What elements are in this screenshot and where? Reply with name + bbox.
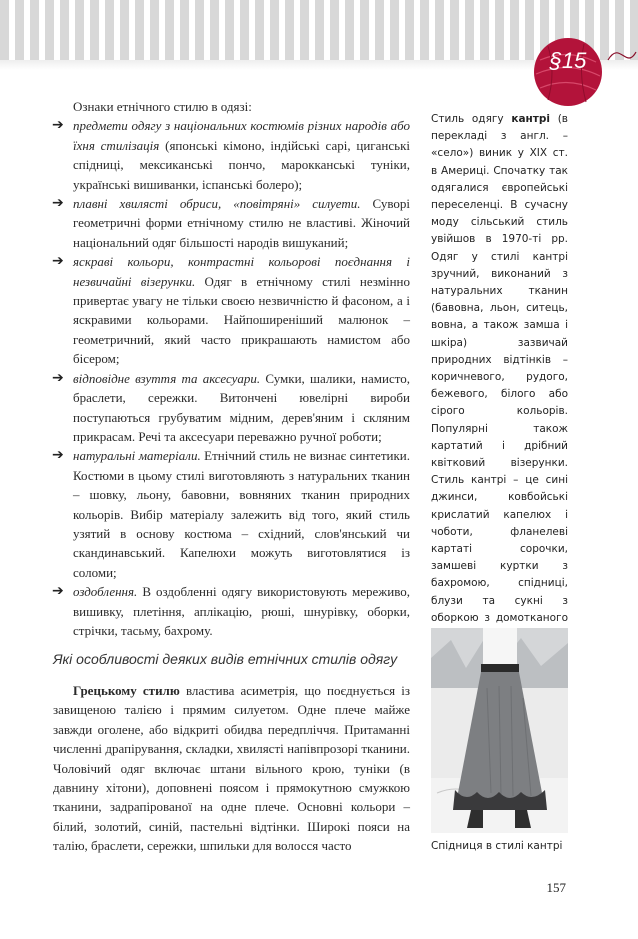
list-item-emphasis: натуральні матеріали. <box>73 448 201 464</box>
photo-illustration <box>431 628 568 833</box>
list-item <box>53 369 410 447</box>
arrow-right-icon: ➔ <box>52 195 64 212</box>
list-item-text: Етнічний стиль не визнає синтетики. Костюми в цьому стилі виготовляють з натуральних тканин – шовку, льону, бавовни, вовняних тканин природних кольорів. Вибір матеріалу залежить від того, який стиль узятий в основу костюма – східний, слов'янський чи скандинавський. Капелюхи можуть виготовлятися із соломи; <box>73 448 410 580</box>
country-skirt-photo <box>431 628 568 833</box>
list-item-emphasis: предмети одягу з національних костюмів різних народів або їхня стилізація <box>73 118 410 153</box>
list-item-emphasis: плавні хвилясті обриси, «повітряні» силуети. <box>73 196 361 212</box>
sidebar-note <box>431 111 568 696</box>
body-paragraph <box>53 681 410 856</box>
section-badge: §15 <box>549 48 587 73</box>
sidebar-term: кантрі <box>511 113 550 125</box>
list-item-emphasis: яскраві кольори, контрастні кольорові поєднання і незвичайні візерунки. <box>73 254 410 289</box>
intro-line: Ознаки етнічного стилю в одязі: <box>73 99 252 114</box>
feature-list <box>53 116 410 640</box>
list-item-text: Суворі геометричні форми етнічному стилю не властиві. Жіночий національний одяг більшості народів вишуканий; <box>73 196 410 250</box>
arrow-right-icon: ➔ <box>52 369 64 386</box>
arrow-right-icon: ➔ <box>52 583 64 600</box>
list-item <box>53 252 410 368</box>
main-column <box>53 97 410 640</box>
list-item-text: Сумки, шалики, намисто, браслети, сережки. Витончені ювелірні вироби поступаються грубуватим мідним, дерев'яним і скляним прикрасам. Речі та аксесуари переважно ручної роботи; <box>73 370 410 444</box>
figure-caption: Спідниця в стилі кантрі <box>431 840 563 852</box>
list-item-text: Одяг в етнічному стилі незмінно привертає увагу не тільки своєю незвичністю й фасоном, а і яскравими кольорами. Найпоширеніший малюнок – геометричний, який часто прикрашають намистом або бісером; <box>73 273 410 367</box>
paragraph-lead: Грецькому стилю <box>73 683 180 698</box>
list-item <box>53 194 410 252</box>
list-item-text: (японські кімоно, індійські сарі, циганські спідниці, мексиканські пончо, марокканські туніки, українські вишиванки, іспанські болеро); <box>73 137 410 192</box>
paragraph-text: властива асиметрія, що поєднується із завищеною талією і прямим силуетом. Одне плече майже завжди оголене, або відкриті обидва передпліччя. Притаманні численні драпірування, складки, хвилясті напівпрозорі тканини. Чоловічий одяг включає штани вільного крою, туніки (в давнину хітони), доповнені поясом і прямокутною смужкою тканини, задрапірованої на одне плече. Основні кольори – білий, золотий, синій, пастельні відтінки. Широкі пояси на талію, браслети, сережки, шпильки для волосся часто <box>53 683 410 854</box>
arrow-right-icon: ➔ <box>52 253 64 270</box>
page-number: 157 <box>546 880 566 895</box>
list-item <box>53 582 410 640</box>
list-item <box>53 446 410 582</box>
arrow-right-icon: ➔ <box>52 117 64 134</box>
list-item <box>53 116 410 194</box>
list-item-emphasis: оздоблення. <box>73 584 138 600</box>
sidebar-pre: Стиль одягу <box>431 113 512 125</box>
list-item-text: В оздобленні одягу використовують мереживо, вишивку, плетіння, аплікацію, рюші, шнурівку, оборки, стрічки, тасьму, бахрому. <box>73 584 410 638</box>
sidebar-text: (в перекладі з англ. – «село») виник у ХІХ ст. в Америці. Спочатку так одягалися європейські переселенці. В сучасну моду сільський стиль увійшов в 1970-ті рр. Одяг у стилі кантрі зручний, виконаний з натуральних тканин (бавовна, льон, ситець, вовна, а також замша і шкіра) зазвичай природних відтінків – коричневого, рудого, бежевого, білого або сірого кольорів. Популярні також картатий і дрібний квітковий візерунки. Стиль кантрі – це сині джинси, ковбойські крислатий капелюх і чоботи, фланелеві картаті сорочки, замшеві куртки з бахромою, спідниці, блузи та сукні з оборкою з домотканого <box>431 113 568 624</box>
yarn-ball-icon <box>508 30 638 120</box>
arrow-right-icon: ➔ <box>52 447 64 464</box>
list-item-emphasis: відповідне взуття та аксесуари. <box>73 370 261 386</box>
section-heading: Які особливості деяких видів етнічних стилів одягу <box>53 651 398 667</box>
